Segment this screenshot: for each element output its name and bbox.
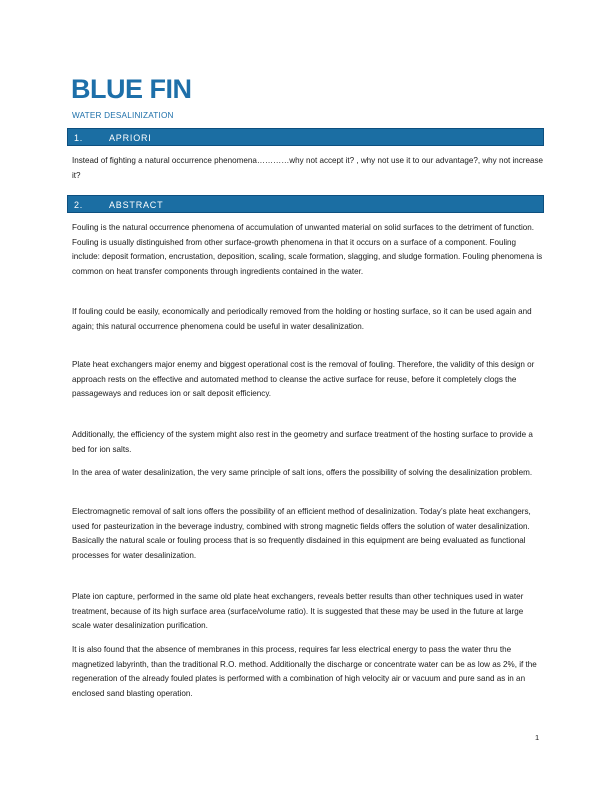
paragraph-geometry: Additionally, the efficiency of the system might also rest in the geometry and surface treatment of the hosting surface to provide a bed for ion salts. — [72, 430, 533, 454]
document-subtitle: WATER DESALINIZATION — [72, 111, 174, 120]
paragraph-electromagnetic: Electromagnetic removal of salt ions offers the possibility of an efficient method of desalinization. Today’s plate heat exchangers, used for pasteurization in the beverage industry, combined with strong magnetic fields offers the solution of water desalinization. Basically the natural scale or fouling process that is so frequently disdained in this equipment are being evaluated as functional processes for water desalinization. — [72, 507, 531, 560]
paragraph-membranes: It is also found that the absence of membranes in this process, requires far less electrical energy to pass the water thru the magnetized labyrinth, than the traditional R.O. method. Additionally the discharge or concentrate water can be as low as 2%, if the regeneration of the already fouled plates is performed with a combination of high velocity air or vacuum and pure sand as in an enclosed sand blasting operation. — [72, 645, 537, 698]
paragraph-fouling-definition: Fouling is the natural occurrence phenomena of accumulation of unwanted material on solid surfaces to the detriment of function. Fouling is usually distinguished from other surface-growth phenomena in that it occurs on a surface of a component. Fouling include: deposit formation, encrustation, deposition, scaling, scale formation, slagging, and sludge formation. Fouling phenomena is common on heat transfer components through ingredients contained in the water. — [72, 223, 543, 276]
section-header-abstract — [67, 195, 544, 213]
paragraph-apriori: Instead of fighting a natural occurrence phenomena…………why not accept it? , why not use it to our advantage?, why not increase it? — [72, 156, 544, 180]
section-heading: APRIORI — [109, 132, 152, 143]
section-number: 1. — [74, 132, 84, 143]
section-number: 2. — [74, 199, 84, 210]
page-number: 1 — [535, 733, 540, 742]
section-header-apriori — [67, 128, 544, 146]
paragraph-heat-exchangers: Plate heat exchangers major enemy and biggest operational cost is the removal of fouling. Therefore, the validity of this design or approach rests on the effective and automated method to cleanse the active surface for reuse, before it completely clogs the passageways and reduces ion or salt deposit efficiency. — [72, 360, 535, 399]
paragraph-plate-ion-capture: Plate ion capture, performed in the same old plate heat exchangers, reveals better results than other techniques used in water treatment, because of its high surface area (surface/volume ratio). It is suggested that these may be used in the future at large scale water desalinization purification. — [72, 592, 524, 631]
document-title: BLUE FIN — [71, 74, 192, 104]
section-heading: ABSTRACT — [109, 199, 164, 210]
paragraph-salt-ions: In the area of water desalinization, the very same principle of salt ions, offers the possibility of solving the desalinization problem. — [72, 468, 533, 477]
paragraph-fouling-removal: If fouling could be easily, economically and periodically removed from the holding or hosting surface, so it can be used again and again; this natural occurrence phenomena could be useful in water desalinization. — [72, 307, 532, 331]
